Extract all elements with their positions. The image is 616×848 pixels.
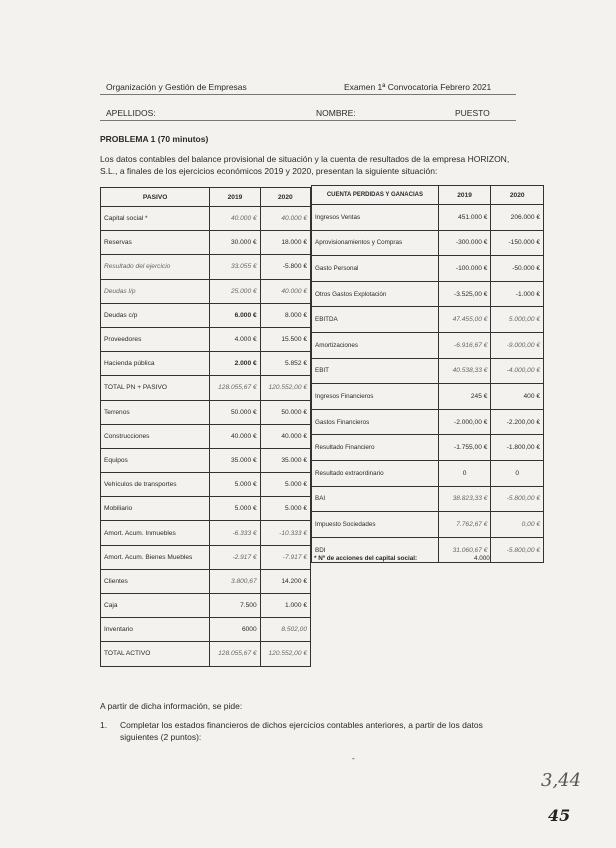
table-row (312, 486, 544, 512)
row-label: Gasto Personal (312, 256, 439, 282)
header-rule-2 (100, 120, 516, 121)
row-label: Construcciones (101, 424, 210, 448)
value-2019: -6.916,67 € (438, 332, 491, 358)
row-label: Resultado Financiero (312, 435, 439, 461)
handwritten-score: 3,44 (541, 770, 582, 791)
row-label: Ingresos Ventas (312, 205, 439, 231)
table-row (312, 358, 544, 384)
row-label: Gastos Financieros (312, 409, 439, 435)
value-2020: 1.000 € (260, 594, 310, 618)
value-2020: -5.800,00 € (491, 486, 544, 512)
table-row (312, 281, 544, 307)
row-label: EBITDA (312, 307, 439, 333)
handwritten-page-mark: 45 (548, 806, 571, 825)
value-2019: 128.055,67 € (210, 642, 260, 666)
table-row (101, 473, 311, 497)
value-2020: 35.000 € (260, 448, 310, 472)
value-2019: 3.800,67 (210, 569, 260, 593)
table-row (101, 400, 311, 424)
value-2019: -1.755,00 € (438, 435, 491, 461)
value-2020: -7.917 € (260, 545, 310, 569)
value-2020: -1.800,00 € (491, 435, 544, 461)
table-row (312, 256, 544, 282)
results-header-row (312, 186, 544, 205)
row-label: Equipos (101, 448, 210, 472)
value-2020: -9.000,00 € (491, 332, 544, 358)
table-row (101, 231, 311, 255)
problem-title: PROBLEMA 1 (70 minutos) (100, 134, 209, 144)
table-row (312, 460, 544, 486)
row-label: Clientes (101, 569, 210, 593)
row-label: Otros Gastos Explotación (312, 281, 439, 307)
value-2019: 33.055 € (210, 255, 260, 279)
value-2019: 128.055,67 € (210, 376, 260, 400)
table-row (312, 512, 544, 538)
value-2019: 40.000 € (210, 424, 260, 448)
total-pasivo-row (101, 376, 311, 400)
value-2020: 14.200 € (260, 569, 310, 593)
value-2020: 5.852 € (260, 352, 310, 376)
row-label: Reservas (101, 231, 210, 255)
row-label: Capital social * (101, 207, 210, 231)
row-label: Inventario (101, 618, 210, 642)
balance-header-2019: 2019 (210, 188, 260, 207)
income-statement-table (311, 185, 544, 563)
value-2020: 15.500 € (260, 327, 310, 351)
table-row (101, 497, 311, 521)
table-row (101, 424, 311, 448)
value-2019: 245 € (438, 384, 491, 410)
balance-header-label: PASIVO (101, 188, 210, 207)
apellidos-label: APELLIDOS: (106, 108, 156, 118)
row-label: Impuesto Sociedades (312, 512, 439, 538)
value-2020: -150.000 € (491, 230, 544, 256)
value-2019: 5.000 € (210, 473, 260, 497)
value-2019: 25.000 € (210, 279, 260, 303)
results-header-2020: 2020 (491, 186, 544, 205)
table-row (312, 409, 544, 435)
value-2019: 40.538,33 € (438, 358, 491, 384)
table-row (101, 255, 311, 279)
value-2019: -100.000 € (438, 256, 491, 282)
table-row (101, 303, 311, 327)
value-2020: -50.000 € (491, 256, 544, 282)
tasks-intro: A partir de dicha información, se pide: (100, 701, 243, 711)
value-2019: -300.000 € (438, 230, 491, 256)
value-2020: 18.000 € (260, 231, 310, 255)
table-row (101, 327, 311, 351)
table-row (101, 569, 311, 593)
value-2020: 40.000 € (260, 424, 310, 448)
row-label: Resultado extraordinario (312, 460, 439, 486)
value-2019: -2.917 € (210, 545, 260, 569)
value-2019: 6000 (210, 618, 260, 642)
results-header-2019: 2019 (438, 186, 491, 205)
value-2020: 400 € (491, 384, 544, 410)
table-row (101, 448, 311, 472)
table-row (101, 207, 311, 231)
table-row (312, 332, 544, 358)
row-label: Deudas c/p (101, 303, 210, 327)
task-1-number: 1. (100, 720, 108, 730)
value-2019: 7.762,67 € (438, 512, 491, 538)
value-2020: 5.000 € (260, 497, 310, 521)
row-label: Amortizaciones (312, 332, 439, 358)
row-label: TOTAL ACTIVO (101, 642, 210, 666)
value-2020: -2.200,00 € (491, 409, 544, 435)
table-row (312, 230, 544, 256)
dash-mark: - (352, 753, 355, 763)
value-2019: 47.455,00 € (438, 307, 491, 333)
row-label: Vehículos de transportes (101, 473, 210, 497)
value-2020: 120.552,00 € (260, 376, 310, 400)
value-2019: 40.000 € (210, 207, 260, 231)
value-2020: 40.000 € (260, 279, 310, 303)
puesto-label: PUESTO (455, 108, 490, 118)
value-2020: -10.333 € (260, 521, 310, 545)
value-2020: 0,00 € (491, 512, 544, 538)
row-label: Aprovisionamientos y Compras (312, 230, 439, 256)
value-2019: 38.823,33 € (438, 486, 491, 512)
value-2020: 50.000 € (260, 400, 310, 424)
value-2020: 8.502,00 (260, 618, 310, 642)
row-label: EBIT (312, 358, 439, 384)
value-2020: -1.000 € (491, 281, 544, 307)
row-label: Deudas l/p (101, 279, 210, 303)
balance-table (100, 187, 311, 667)
table-row (101, 279, 311, 303)
table-row (101, 352, 311, 376)
value-2020: 206.000 € (491, 205, 544, 231)
row-label: Hacienda pública (101, 352, 210, 376)
table-row (101, 545, 311, 569)
table-row (312, 307, 544, 333)
row-label: Amort. Acum. Inmuebles (101, 521, 210, 545)
value-2019: 451.000 € (438, 205, 491, 231)
value-2019: 5.000 € (210, 497, 260, 521)
value-2020: 40.000 € (260, 207, 310, 231)
row-label: Caja (101, 594, 210, 618)
value-2019: 35.000 € (210, 448, 260, 472)
table-row (101, 618, 311, 642)
exam-title: Examen 1ª Convocatoria Febrero 2021 (344, 82, 492, 92)
value-2020: 0 (491, 460, 544, 486)
value-2020: 5.000,00 € (491, 307, 544, 333)
row-label: Mobiliario (101, 497, 210, 521)
table-row (101, 594, 311, 618)
value-2020: -5.800 € (260, 255, 310, 279)
balance-header-row (101, 188, 311, 207)
value-2019: -3.525,00 € (438, 281, 491, 307)
table-row (101, 521, 311, 545)
problem-intro: Los datos contables del balance provisional de situación y la cuenta de resultados de la empresa HORIZON, S.L., a finales de los ejercicios económicos 2019 y 2020, presentan la siguiente situación: (100, 154, 510, 176)
nombre-label: NOMBRE: (316, 108, 356, 118)
row-label: Ingresos Financieros (312, 384, 439, 410)
value-2019: -6.333 € (210, 521, 260, 545)
value-2020: 5.000 € (260, 473, 310, 497)
row-label: BDI (312, 537, 439, 563)
row-label: Terrenos (101, 400, 210, 424)
header-rule-1 (100, 94, 516, 95)
value-2019: 6.000 € (210, 303, 260, 327)
table-row (312, 435, 544, 461)
shares-value: 4.000 (474, 555, 490, 562)
value-2019: -2.000,00 € (438, 409, 491, 435)
total-activo-row (101, 642, 311, 666)
balance-header-2020: 2020 (260, 188, 310, 207)
value-2019: 30.000 € (210, 231, 260, 255)
value-2019: 2.000 € (210, 352, 260, 376)
results-header-label: CUENTA PERDIDAS Y GANACIAS (312, 186, 439, 205)
value-2019: 31.060,67 € (438, 537, 491, 563)
value-2019: 50.000 € (210, 400, 260, 424)
value-2020: -4.000,00 € (491, 358, 544, 384)
row-label: Proveedores (101, 327, 210, 351)
shares-label: * Nº de acciones del capital social: (314, 555, 418, 562)
table-row (312, 384, 544, 410)
row-label: BAI (312, 486, 439, 512)
value-2019: 7.500 (210, 594, 260, 618)
value-2020: -5.800,00 € (491, 537, 544, 563)
value-2020: 8.000 € (260, 303, 310, 327)
value-2019: 4.000 € (210, 327, 260, 351)
course-title: Organización y Gestión de Empresas (106, 82, 247, 92)
row-label: Amort. Acum. Bienes Muebles (101, 545, 210, 569)
value-2019: 0 (438, 460, 491, 486)
table-row (312, 205, 544, 231)
task-1-text: Completar los estados financieros de dichos ejercicios contables anteriores, a partir de los datos siguientes (2 puntos): (120, 720, 483, 742)
row-label: TOTAL PN + PASIVO (101, 376, 210, 400)
value-2020: 120.552,00 € (260, 642, 310, 666)
row-label: Resultado del ejercicio (101, 255, 210, 279)
